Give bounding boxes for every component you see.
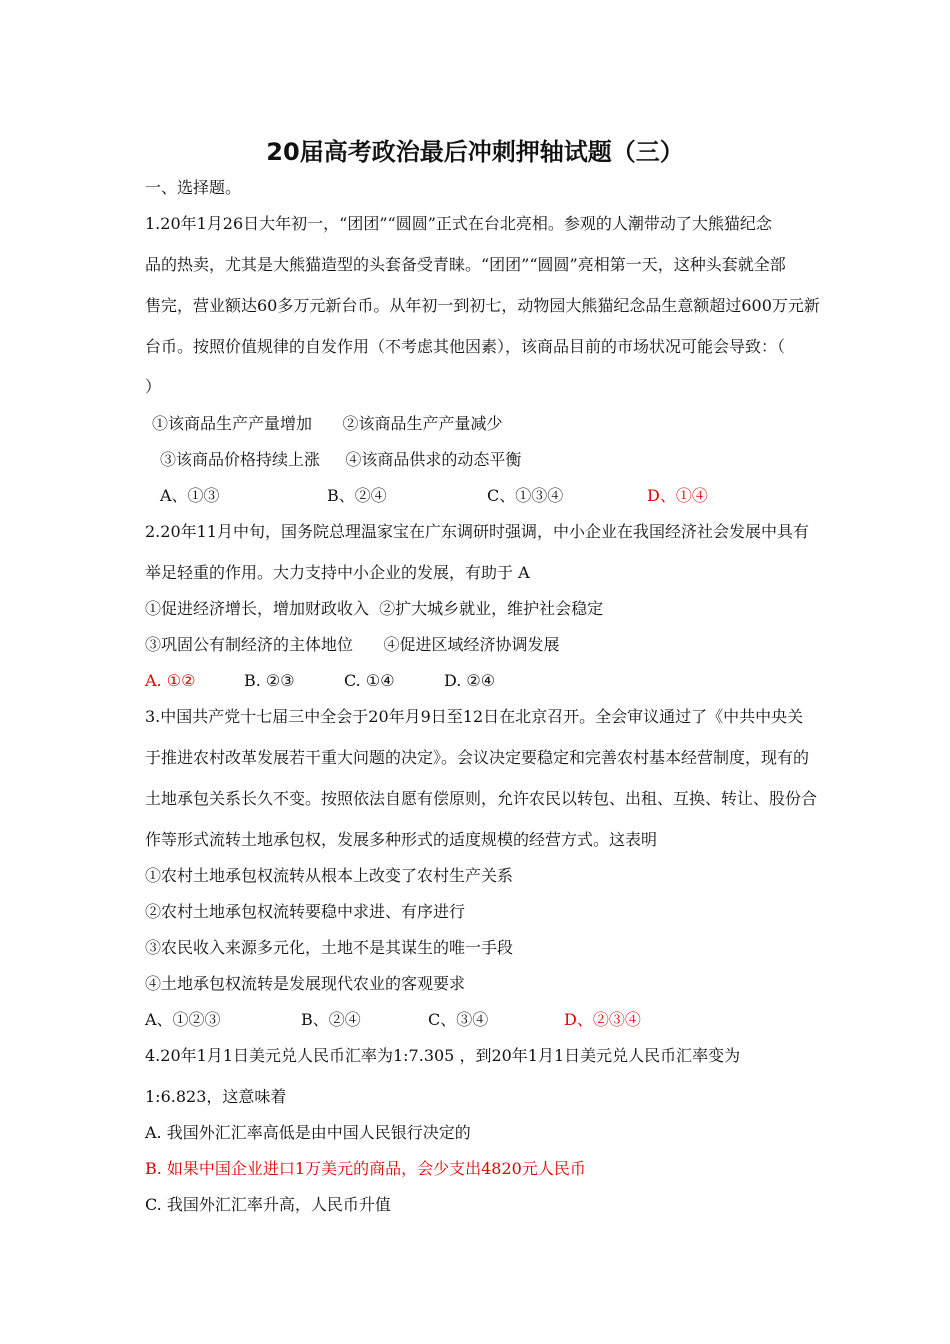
q3-option-b: B、②④: [301, 1010, 361, 1029]
q3-line-1: 3.中国共产党十七届三中全会于20年月9日至12日在北京召开。全会审议通过了《中共中央关: [145, 707, 804, 726]
q1-line-2: 品的热卖，尤其是大熊猫造型的头套备受青睐。“团团”“圆圆”亮相第一天，这种头套就全部: [145, 255, 786, 274]
q3-item-1: ①农村土地承包权流转从根本上改变了农村生产关系: [145, 866, 514, 885]
q2-line-2: 举足轻重的作用。大力支持中小企业的发展，有助于 A: [145, 563, 530, 582]
q1-items-2: ③该商品价格持续上涨 ④该商品供求的动态平衡: [160, 450, 522, 469]
q4-line-1: 4.20年1月1日美元兑人民币汇率为1:7.305 ，到20年1月1日美元兑人民币汇率变为: [145, 1046, 741, 1065]
q2-items-1: ①促进经济增长，增加财政收入 ②扩大城乡就业，维护社会稳定: [145, 599, 604, 618]
q3-option-d-answer: D、②③④: [564, 1010, 641, 1029]
q3-option-a: A、①②③: [145, 1010, 221, 1029]
q3-item-2: ②农村土地承包权流转要稳中求进、有序进行: [145, 902, 466, 921]
q1-line-5: ）: [145, 377, 162, 396]
q1-options: [0, 486, 950, 506]
q2-option-a-answer: A. ①②: [145, 671, 196, 690]
q2-options: [0, 671, 950, 691]
q1-option-b: B、②④: [327, 486, 387, 505]
q4-option-a: A. 我国外汇汇率高低是由中国人民银行决定的: [145, 1123, 471, 1142]
q3-line-3: 土地承包关系长久不变。按照依法自愿有偿原则，允许农民以转包、出租、互换、转让、股份合: [145, 789, 818, 808]
q2-option-b: B. ②③: [244, 671, 295, 690]
q2-option-d: D. ②④: [444, 671, 496, 690]
q4-option-c: C. 我国外汇汇率升高，人民币升值: [145, 1195, 391, 1214]
q1-option-c: C、①③④: [487, 486, 564, 505]
q3-option-c: C、③④: [428, 1010, 489, 1029]
q1-items-1: ①该商品生产产量增加 ②该商品生产产量减少: [152, 414, 503, 433]
q1-line-4: 台币。按照价值规律的自发作用（不考虑其他因素），该商品目前的市场状况可能会导致：（: [145, 337, 786, 356]
q3-item-4: ④土地承包权流转是发展现代农业的客观要求: [145, 974, 466, 993]
q3-line-2: 于推进农村改革发展若干重大问题的决定》。会议决定要稳定和完善农村基本经营制度，现有的: [145, 748, 810, 767]
q1-option-d-answer: D、①④: [647, 486, 708, 505]
q3-line-4: 作等形式流转土地承包权，发展多种形式的适度规模的经营方式。这表明: [145, 830, 658, 849]
q1-line-1: 1.20年1月26日大年初一，“团团”“圆圆”正式在台北亮相。参观的人潮带动了大熊猫纪念: [145, 214, 772, 233]
q1-option-a: A、①③: [160, 486, 220, 505]
q4-option-b-answer: B. 如果中国企业进口1万美元的商品，会少支出4820元人民币: [145, 1159, 586, 1178]
q3-item-3: ③农民收入来源多元化，土地不是其谋生的唯一手段: [145, 938, 514, 957]
q2-items-2: ③巩固公有制经济的主体地位 ④促进区域经济协调发展: [145, 635, 560, 654]
q3-options: [0, 1010, 950, 1030]
q4-line-2: 1:6.823，这意味着: [145, 1087, 287, 1106]
page-title: 20届高考政治最后冲刺押轴试题（三）: [266, 138, 684, 166]
section-heading: 一、选择题。: [145, 178, 242, 197]
q2-line-1: 2.20年11月中旬，国务院总理温家宝在广东调研时强调，中小企业在我国经济社会发展中具有: [145, 522, 809, 541]
q2-option-c: C. ①④: [344, 671, 395, 690]
q1-line-3: 售完，营业额达60多万元新台币。从年初一到初七，动物园大熊猫纪念品生意额超过600万元新: [145, 296, 820, 315]
